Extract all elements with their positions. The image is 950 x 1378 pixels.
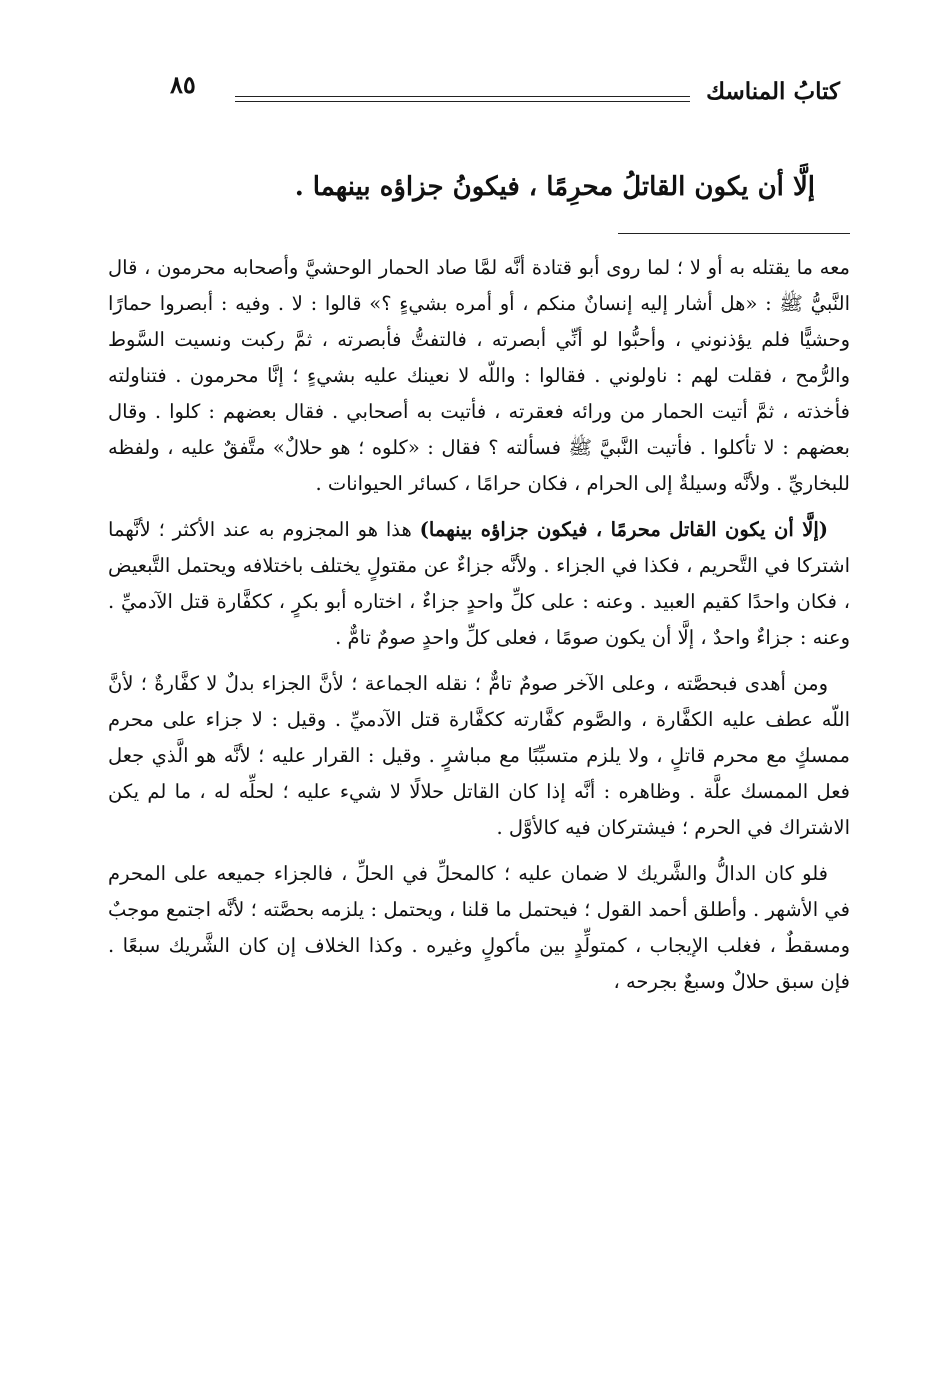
commentary-paragraph-3: ومن أهدى فبحصَّته ، وعلى الآخر صومٌ تامٌّ ؛ نقله الجماعة ؛ لأنَّ الجزاء بدلٌ لا كفَّارةٌ ؛ لأنَّ اللّه عطف عليه الكفَّارة ، والصَّوم كفَّارته ككفَّارة قتل الآدميِّ . وقيل : لا جزاء على محرم ممسكٍ مع محرم قاتلٍ ، ولا يلزم متسبِّبًا مع مباشرٍ . وقيل : القرار عليه ؛ لأنَّه هو الَّذي جعل فعل الممسك علَّة . وظاهره : أنَّه إذا كان القاتل حلالًا لا شيء عليه ؛ لحلِّه له ، ما لم يكن الاشتراك في الحرم ؛ فيشتركان فيه كالأوَّل . <box>108 672 850 839</box>
header-rule <box>235 96 690 97</box>
commentary-paragraph-2-text: هذا هو المجزوم به عند الأكثر ؛ لأنَّهما اشتركا في التَّحريم ، فكذا في الجزاء . ولأنَّه جزاءٌ عن مقتولٍ يختلف باختلافه ويحتمل التَّبعيض ، فكان واحدًا كقيم العبيد . وعنه : على كلِّ واحدٍ جزاءٌ ، اختاره أبو بكرٍ ، ككفَّارة قتل الآدميِّ . وعنه : جزاءٌ واحدٌ ، إلَّا أن يكون صومًا ، فعلى كلِّ واحدٍ صومٌ تامٌّ . <box>108 518 850 649</box>
commentary <box>108 250 850 1010</box>
page-number: ٨٥ <box>170 70 196 99</box>
header-rule-secondary <box>235 101 690 102</box>
book-title: كتابُ المناسك <box>706 78 840 105</box>
footnote-separator <box>618 233 850 234</box>
commentary-paragraph-1: معه ما يقتله به أو لا ؛ لما روى أبو قتادة أنَّه لمَّا صاد الحمار الوحشيَّ وأصحابه محرمون ، قال النَّبيُّ ﷺ : «هل أشار إليه إنسانٌ منكم ، أو أمره بشيءٍ ؟» قالوا : لا . وفيه : أبصروا حمارًا وحشيًّا فلم يؤذنوني ، وأحبُّوا لو أنِّي أبصرته ، فالتفتُّ فأبصرته ، ثمَّ ركبت ونسيت السَّوط والرُّمح ، فقلت لهم : ناولوني . فقالوا : واللّه لا نعينك عليه بشيءٍ ؛ إنَّا محرمون . فتناولته فأخذته ، ثمَّ أتيت الحمار من ورائه فعقرته ، فأتيت به أصحابي . فقال بعضهم : كلوا . وقال بعضهم : لا تأكلوا . فأتيت النَّبيَّ ﷺ فسألته ؟ فقال : «كلوه ؛ هو حلالٌ» متَّفقٌ عليه ، ولفظه للبخاريِّ . ولأنَّه وسيلةٌ إلى الحرام ، فكان حرامًا ، كسائر الحيوانات . <box>108 256 850 495</box>
running-header <box>150 66 840 116</box>
matn-quotation: (إلَّا أن يكون القاتل محرمًا ، فيكون جزاؤه بينهما) <box>419 518 828 541</box>
commentary-paragraph-2 <box>108 512 850 656</box>
commentary-paragraph-4: فلو كان الدالُّ والشَّريك لا ضمان عليه ؛ كالمحلِّ في الحلِّ ، فالجزاء جميعه على المحرم في الأشهر . وأطلق أحمد القول ؛ فيحتمل ما قلنا ، ويحتمل : يلزمه بحصَّته ؛ لأنَّه اجتمع موجبٌ ومسقطٌ ، فغلب الإيجاب ، كمتولِّدٍ بين مأكولٍ وغيره . وكذا الخلاف إن كان الشَّريك سبعًا . فإن سبق حلالٌ وسبعٌ بجرحه ، <box>108 862 850 993</box>
main-text: إلَّا أن يكون القاتلُ محرِمًا ، فيكونُ جزاؤه بينهما . <box>294 172 815 202</box>
